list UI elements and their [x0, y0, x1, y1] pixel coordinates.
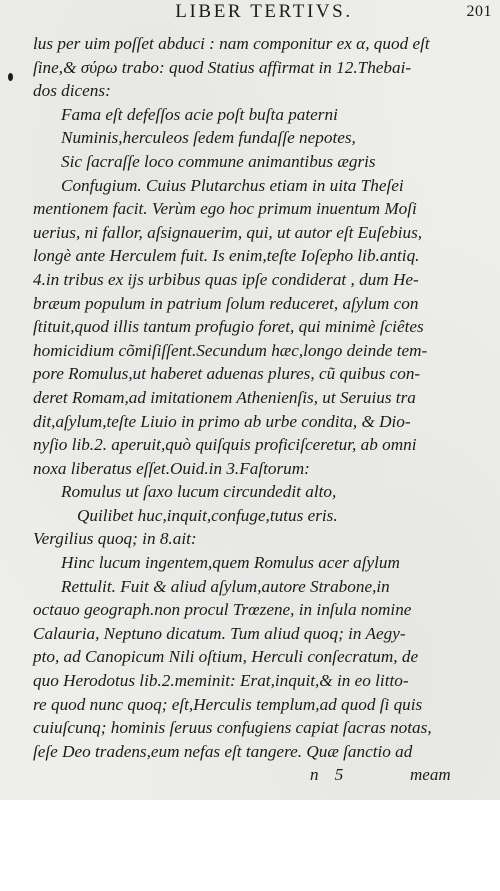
catchword: meam: [410, 765, 451, 784]
text-line: 4.in tribus ex ijs urbibus quas ipſe condiderat , dum He-: [33, 269, 419, 289]
folio-number: 201: [466, 3, 492, 20]
text-line: Romulus ut ſaxo lucum circundedit alto,: [61, 482, 337, 502]
text-line: dit,aſylum,teſte Liuio in primo ab urbe condita, & Dio-: [33, 411, 411, 431]
text-line: nyſio lib.2. aperuit,quò quiſquis proficiſceretur, ab omni: [33, 435, 417, 455]
running-title: LIBER TERTIVS.: [175, 1, 353, 22]
text-line: bræum populum in patrium ſolum reduceret, aſylum con: [33, 293, 419, 313]
text-line: mentionem facit. Verùm ego hoc primum inuentum Moſi: [33, 199, 417, 219]
text-line: Sic ſacraſſe loco commune animantibus ægris: [61, 151, 376, 171]
text-line: uerius, ni fallor, aſsignauerim, qui, ut autor eſt Euſebius,: [33, 222, 423, 242]
text-line: lus per uim poſſet abduci : nam componitur ex α, quod eſt: [33, 34, 430, 53]
text-line: homicidium cõmiſiſſent.Secundum hæc,longo deinde tem-: [33, 340, 428, 360]
text-line: ſine,& σύρω trabo: quod Statius affirmat in 12.Thebai-: [33, 57, 412, 77]
text-line: ſeſe Deo tradens,eum nefas eſt tangere. Quæ ſanctio ad: [33, 741, 413, 761]
text-line: deret Romam,ad imitationem Athenienſis, ut Seruius tra: [33, 387, 416, 407]
text-line: octauo geograph.non procul Trœzene, in inſula nomine: [33, 600, 412, 620]
text-line: quo Herodotus lib.2.meminit: Erat,inquit,& in eo litto-: [33, 671, 409, 691]
text-line: Hinc lucum ingentem,quem Romulus acer aſylum: [61, 553, 400, 573]
text-line: noxa liberatus eſſet.Ouid.in 3.Faſtorum:: [33, 458, 310, 478]
blank-area: [0, 800, 500, 891]
running-head: [0, 1, 500, 27]
text-line: Rettulit. Fuit & aliud aſylum,autore Strabone,in: [61, 576, 390, 596]
text-line: Calauria, Neptuno dicatum. Tum aliud quoq; in Aegy-: [33, 623, 406, 643]
margin-ink-mark: [8, 73, 13, 81]
text-line: Quilibet huc,inquit,confuge,tutus eris.: [77, 505, 338, 525]
text-line: ſtituit,quod illis tantum profugio foret, qui minimè ſciêtes: [33, 317, 424, 337]
text-line: re quod nunc quoq; eſt,Herculis templum,ad quod ſi quis: [33, 694, 423, 714]
text-line: Fama eſt defeſſos acie poſt buſta paterni: [61, 104, 338, 124]
text-line: dos dicens:: [33, 81, 111, 101]
body-text: [33, 32, 461, 763]
page-footer: [0, 765, 500, 791]
text-line: Numinis,herculeos ſedem fundaſſe nepotes,: [61, 128, 356, 148]
text-line: Vergilius quoq; in 8.ait:: [33, 529, 197, 549]
text-line: Confugium. Cuius Plutarchus etiam in uita Theſei: [61, 175, 404, 195]
text-line: pto, ad Canopicum Nili oſtium, Herculi conſecratum, de: [33, 647, 419, 667]
text-line: pore Romulus,ut haberet aduenas plures, cũ quibus con-: [33, 364, 421, 384]
text-line: longè ante Herculem fuit. Is enim,teſte Ioſepho lib.antiq.: [33, 246, 420, 266]
text-line: cuiuſcunq; hominis ſeruus confugiens capiat ſacras notas,: [33, 718, 432, 738]
signature-mark: n 5: [310, 765, 350, 784]
